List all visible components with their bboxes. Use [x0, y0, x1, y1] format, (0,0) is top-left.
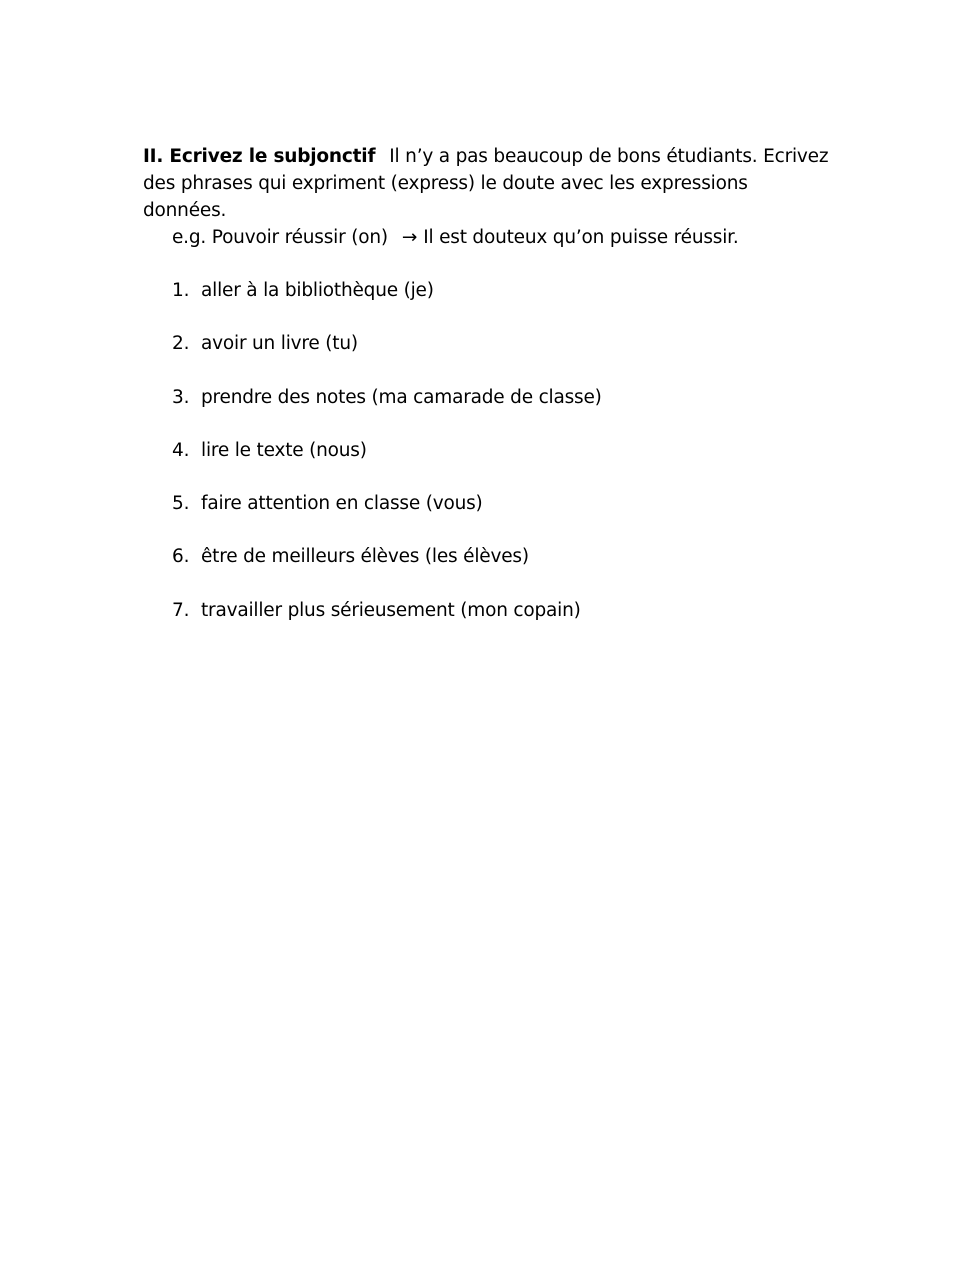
item-number: 2. — [172, 333, 190, 355]
exercise-item — [172, 384, 602, 437]
item-text: travailler plus sérieusement (mon copain) — [201, 599, 581, 621]
exercise-item — [172, 330, 602, 383]
item-number: 1. — [172, 280, 190, 301]
exercise-item — [172, 597, 602, 650]
exercise-instructions — [143, 143, 833, 224]
example-prompt: e.g. Pouvoir réussir (on) — [172, 227, 388, 248]
item-text: faire attention en classe (vous) — [201, 493, 483, 515]
exercise-item — [172, 277, 602, 330]
item-text: avoir un livre (tu) — [201, 333, 358, 355]
item-text: être de meilleurs élèves (les élèves) — [201, 546, 529, 568]
exercise-item — [172, 543, 602, 596]
item-text: prendre des notes (ma camarade de classe) — [201, 386, 602, 408]
exercise-list — [172, 277, 602, 650]
exercise-heading: II. Ecrivez le subjonctif — [143, 146, 376, 167]
exercise-description: Il n’y a pas beaucoup de bons étudiants. Ecrivez des phrases qui expriment (express) le doute avec les expressions données. — [143, 146, 829, 221]
example-answer: Il est douteux qu’on puisse réussir. — [423, 227, 739, 248]
exercise-item — [172, 437, 602, 490]
item-number: 5. — [172, 493, 190, 515]
example-line — [172, 224, 739, 251]
item-text: lire le texte (nous) — [201, 439, 367, 461]
item-text: aller à la bibliothèque (je) — [201, 280, 434, 301]
exercise-item — [172, 490, 602, 543]
item-number: 3. — [172, 386, 190, 408]
item-number: 7. — [172, 599, 190, 621]
right-arrow-icon: → — [401, 227, 418, 248]
item-number: 6. — [172, 546, 190, 568]
item-number: 4. — [172, 439, 190, 461]
